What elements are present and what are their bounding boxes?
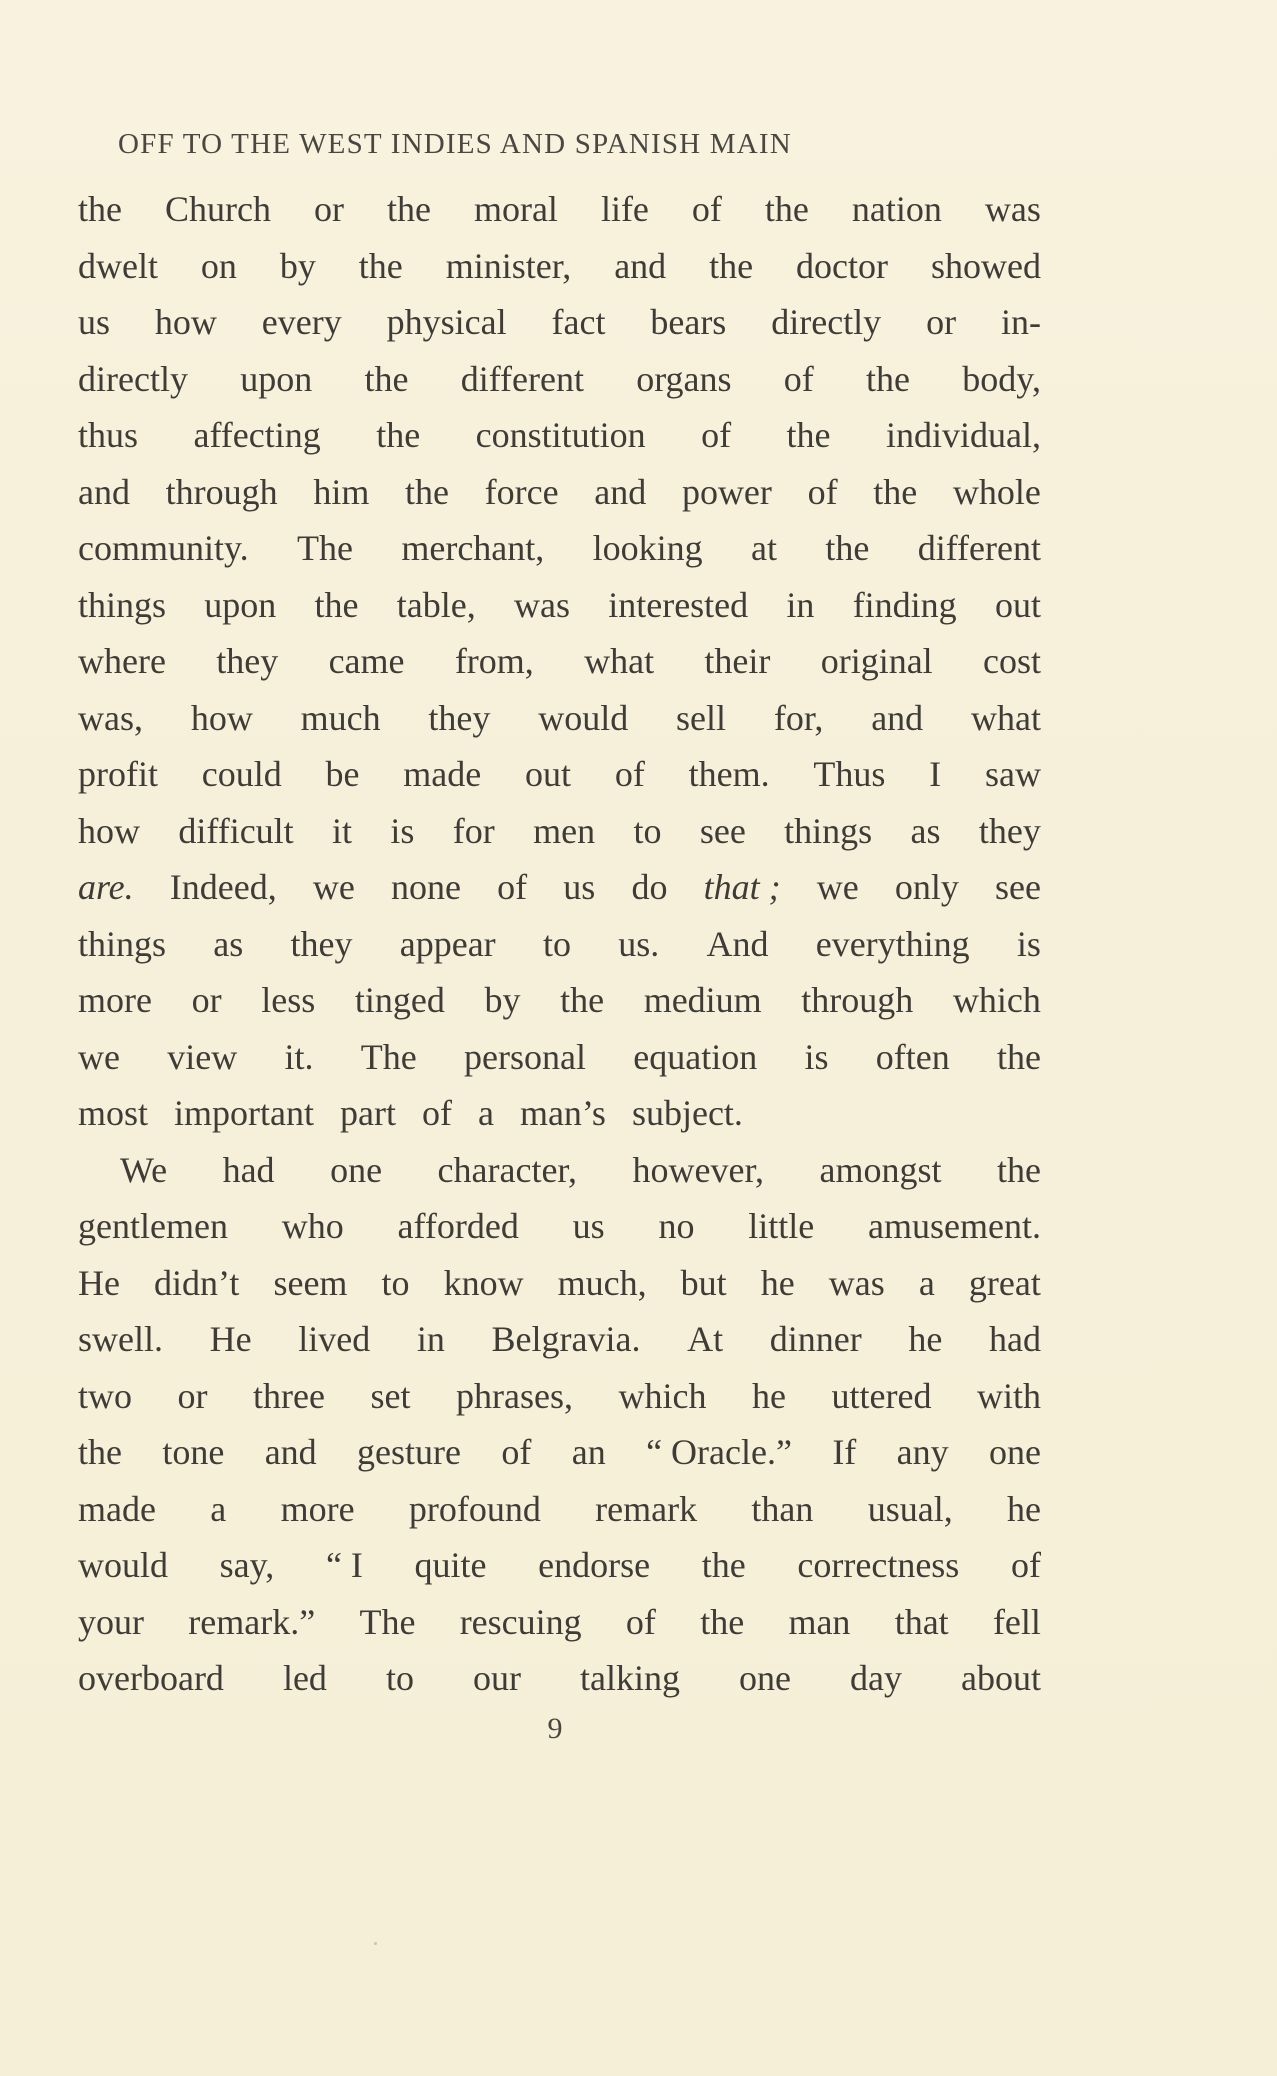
word: different xyxy=(917,528,1041,568)
text-line xyxy=(78,1029,1041,1086)
word: them. xyxy=(688,754,770,794)
word: at xyxy=(751,528,777,568)
word: usual, xyxy=(867,1488,953,1529)
word: character, xyxy=(437,1149,577,1190)
word: individual, xyxy=(885,415,1041,455)
word: subject. xyxy=(631,1093,743,1133)
word: organs xyxy=(636,358,732,399)
word: he xyxy=(752,1375,786,1416)
word: doctor xyxy=(796,245,889,286)
word: force xyxy=(484,471,559,512)
word: important xyxy=(174,1093,314,1133)
word: he xyxy=(1007,1488,1041,1529)
word: dwelt xyxy=(78,245,158,286)
word: more xyxy=(280,1488,355,1529)
word: tinged xyxy=(354,980,445,1020)
word: set xyxy=(370,1375,411,1416)
word: do xyxy=(631,867,668,907)
word: made xyxy=(403,754,482,794)
word: lived xyxy=(298,1319,371,1359)
word: how xyxy=(78,810,140,851)
page-number: 9 xyxy=(547,1712,563,1745)
word: a xyxy=(477,1093,494,1133)
word: appear xyxy=(399,923,496,964)
word: we xyxy=(312,867,355,907)
word: say, xyxy=(219,1545,275,1585)
word: they xyxy=(216,641,279,681)
word: the xyxy=(405,471,449,512)
word: a xyxy=(918,1262,935,1303)
word: remark.” xyxy=(188,1601,316,1642)
word: of xyxy=(807,471,838,512)
word: through xyxy=(165,471,278,512)
word: and xyxy=(614,245,667,286)
word: through xyxy=(801,980,914,1020)
word: had xyxy=(989,1319,1041,1359)
word: upon xyxy=(240,358,313,399)
word: our xyxy=(472,1658,521,1698)
word: one xyxy=(989,1432,1041,1472)
word: and xyxy=(594,471,647,512)
word: in xyxy=(416,1319,445,1359)
word: men xyxy=(533,810,596,851)
text-line xyxy=(78,916,1041,973)
word: the xyxy=(701,1545,746,1585)
word: the xyxy=(786,415,831,455)
word: If xyxy=(832,1432,857,1472)
text-line xyxy=(78,181,1041,238)
word: talking xyxy=(580,1658,680,1698)
word: the xyxy=(78,1432,122,1472)
word: an xyxy=(571,1432,606,1472)
word: difficult xyxy=(178,810,294,851)
text-line xyxy=(78,1255,1041,1312)
word: as xyxy=(910,810,941,851)
word: I xyxy=(929,754,942,794)
word: your xyxy=(78,1601,144,1642)
word: life xyxy=(600,189,649,229)
word: constitution xyxy=(475,415,646,455)
word: is xyxy=(1016,923,1041,964)
word: showed xyxy=(930,245,1041,286)
text-line xyxy=(78,1424,1041,1481)
word: than xyxy=(751,1488,814,1529)
word: is xyxy=(804,1036,829,1077)
word: phrases, xyxy=(456,1375,573,1416)
word: he xyxy=(760,1262,795,1303)
word: would xyxy=(538,697,629,738)
word: little xyxy=(748,1206,815,1246)
word: is xyxy=(390,810,415,851)
word: looking xyxy=(592,528,703,568)
word: correctness xyxy=(797,1545,960,1585)
word: overboard xyxy=(78,1658,224,1698)
word: man xyxy=(788,1601,851,1642)
word: swell. xyxy=(78,1319,163,1359)
word: more xyxy=(78,980,152,1020)
text-line xyxy=(78,746,1041,803)
text-line xyxy=(78,351,1041,408)
word: see xyxy=(699,810,746,851)
word: we xyxy=(78,1036,120,1077)
word: it xyxy=(332,810,353,851)
word: He xyxy=(78,1262,120,1303)
word: table, xyxy=(396,584,476,625)
word: was xyxy=(984,189,1041,229)
word: of xyxy=(421,1093,452,1133)
body-text xyxy=(78,181,1041,1707)
word: “ I xyxy=(325,1545,363,1585)
word: things xyxy=(78,584,167,625)
word: affecting xyxy=(193,415,321,455)
word: about xyxy=(961,1658,1041,1698)
word: the xyxy=(560,980,605,1020)
word: to xyxy=(385,1658,414,1698)
word: nation xyxy=(851,189,942,229)
word: didn’t xyxy=(154,1262,240,1303)
word: of xyxy=(701,415,732,455)
word: merchant, xyxy=(401,528,545,568)
word: of xyxy=(625,1601,656,1642)
word: with xyxy=(976,1375,1041,1416)
text-line xyxy=(78,803,1041,860)
word: that xyxy=(894,1601,949,1642)
word: less xyxy=(261,980,316,1020)
word: or xyxy=(313,189,344,229)
word: only xyxy=(894,867,959,907)
word: they xyxy=(428,697,491,738)
word: him xyxy=(313,471,370,512)
word: amusement. xyxy=(868,1206,1041,1246)
text-line xyxy=(78,1085,1041,1142)
text-line xyxy=(78,1650,1041,1707)
word: great xyxy=(968,1262,1041,1303)
word: body, xyxy=(962,358,1041,399)
word: profound xyxy=(408,1488,541,1529)
word: for xyxy=(452,810,495,851)
word: profit xyxy=(78,754,158,794)
word: by xyxy=(279,245,316,286)
word: one xyxy=(330,1149,383,1190)
word: of xyxy=(614,754,645,794)
word: how xyxy=(190,697,253,738)
word: Belgravia. xyxy=(491,1319,641,1359)
text-line xyxy=(78,294,1041,351)
word: us xyxy=(78,302,111,342)
word: made xyxy=(78,1488,156,1529)
word: sell xyxy=(676,697,727,738)
word: And xyxy=(706,923,769,964)
word: He xyxy=(209,1319,252,1359)
word: view xyxy=(167,1036,238,1077)
word: remark xyxy=(595,1488,698,1529)
word: know xyxy=(443,1262,524,1303)
word: “ Oracle.” xyxy=(646,1432,792,1472)
word: The xyxy=(360,1036,417,1077)
word: what xyxy=(584,641,655,681)
word: or xyxy=(177,1375,208,1416)
word: uttered xyxy=(831,1375,932,1416)
word: none xyxy=(391,867,461,907)
word: who xyxy=(281,1206,344,1246)
word: directly xyxy=(771,302,882,342)
word: that ; xyxy=(703,867,781,907)
word: of xyxy=(783,358,814,399)
word: three xyxy=(253,1375,325,1416)
word: things xyxy=(78,923,167,964)
word: any xyxy=(896,1432,949,1472)
word: they xyxy=(290,923,353,964)
word: was, xyxy=(78,697,143,738)
word: could xyxy=(201,754,282,794)
word: community. xyxy=(78,528,249,568)
text-line xyxy=(78,407,1041,464)
word: had xyxy=(222,1149,275,1190)
word: was xyxy=(828,1262,885,1303)
word: rescuing xyxy=(459,1601,582,1642)
word: on xyxy=(200,245,237,286)
word: us xyxy=(563,867,596,907)
word: no xyxy=(658,1206,695,1246)
text-line xyxy=(78,1481,1041,1538)
word: gesture xyxy=(357,1432,461,1472)
word: by xyxy=(484,980,521,1020)
word: often xyxy=(875,1036,950,1077)
word: fell xyxy=(992,1601,1041,1642)
word: The xyxy=(297,528,353,568)
text-line xyxy=(78,1368,1041,1425)
text-line xyxy=(78,238,1041,295)
word: of xyxy=(497,867,528,907)
word: personal xyxy=(464,1036,586,1077)
text-line xyxy=(78,1594,1041,1651)
word: power xyxy=(681,471,772,512)
word: bears xyxy=(650,302,727,342)
word: every xyxy=(261,302,342,342)
word: it. xyxy=(284,1036,314,1077)
word: a xyxy=(210,1488,227,1529)
word: medium xyxy=(643,980,762,1020)
word: of xyxy=(501,1432,532,1472)
text-line xyxy=(78,633,1041,690)
word: day xyxy=(850,1658,902,1698)
word: came xyxy=(328,641,405,681)
word: the xyxy=(997,1036,1041,1077)
word: in xyxy=(786,584,815,625)
word: thus xyxy=(78,415,139,455)
word: different xyxy=(460,358,584,399)
word: to xyxy=(381,1262,410,1303)
paper-speck xyxy=(374,1942,377,1945)
text-line xyxy=(78,577,1041,634)
text-line xyxy=(78,1537,1041,1594)
word: At xyxy=(687,1319,724,1359)
word: cost xyxy=(983,641,1041,681)
word: gentlemen xyxy=(78,1206,228,1246)
word: the xyxy=(997,1149,1041,1190)
word: one xyxy=(739,1658,791,1698)
word: and xyxy=(871,697,924,738)
word: things xyxy=(784,810,873,851)
word: out xyxy=(525,754,572,794)
word: are. xyxy=(78,867,134,907)
word: much xyxy=(300,697,381,738)
word: of xyxy=(1010,1545,1041,1585)
word: physical xyxy=(386,302,507,342)
word: whole xyxy=(952,471,1041,512)
word: Thus xyxy=(813,754,886,794)
word: minister, xyxy=(445,245,572,286)
word: the xyxy=(866,358,911,399)
word: the xyxy=(386,189,431,229)
word: the xyxy=(314,584,359,625)
word: two xyxy=(78,1375,132,1416)
word: Indeed, xyxy=(169,867,277,907)
text-line xyxy=(78,1311,1041,1368)
word: see xyxy=(995,867,1041,907)
word: the xyxy=(78,189,122,229)
word: The xyxy=(359,1601,416,1642)
word: directly xyxy=(78,358,188,399)
word: equation xyxy=(633,1036,758,1077)
word: dinner xyxy=(769,1319,862,1359)
word: man’s xyxy=(519,1093,606,1133)
word: quite xyxy=(414,1545,487,1585)
word: from, xyxy=(454,641,534,681)
word: in- xyxy=(1000,302,1041,342)
word: was xyxy=(513,584,570,625)
word: he xyxy=(908,1319,943,1359)
word: but xyxy=(680,1262,727,1303)
running-head: OFF TO THE WEST INDIES AND SPANISH MAIN xyxy=(118,128,792,160)
word: would xyxy=(78,1545,168,1585)
word: out xyxy=(994,584,1041,625)
word: interested xyxy=(608,584,749,625)
word: led xyxy=(282,1658,327,1698)
word: seem xyxy=(273,1262,348,1303)
word: be xyxy=(325,754,360,794)
word: what xyxy=(971,697,1041,738)
word: or xyxy=(926,302,957,342)
text-line xyxy=(78,859,1041,916)
word: moral xyxy=(473,189,558,229)
word: the xyxy=(376,415,421,455)
word: which xyxy=(952,980,1041,1020)
word: for, xyxy=(773,697,824,738)
word: us. xyxy=(618,923,660,964)
word: us xyxy=(572,1206,605,1246)
word: they xyxy=(978,810,1041,851)
word: to xyxy=(542,923,571,964)
word: much, xyxy=(557,1262,647,1303)
word: saw xyxy=(984,754,1041,794)
word: finding xyxy=(852,584,957,625)
text-line xyxy=(78,520,1041,577)
word: the xyxy=(709,245,754,286)
word: or xyxy=(191,980,222,1020)
word: endorse xyxy=(538,1545,651,1585)
text-line xyxy=(78,972,1041,1029)
word: the xyxy=(364,358,409,399)
word: most xyxy=(78,1093,149,1133)
word: the xyxy=(700,1601,745,1642)
word: everything xyxy=(815,923,970,964)
word: how xyxy=(154,302,217,342)
word: of xyxy=(691,189,722,229)
text-line xyxy=(78,1142,1041,1199)
word: the xyxy=(825,528,870,568)
word: as xyxy=(213,923,244,964)
text-line xyxy=(78,690,1041,747)
word: where xyxy=(78,641,166,681)
text-line xyxy=(78,464,1041,521)
word: however, xyxy=(632,1149,764,1190)
word: fact xyxy=(551,302,606,342)
word: we xyxy=(816,867,859,907)
word: the xyxy=(873,471,918,512)
word: which xyxy=(618,1375,707,1416)
word: part xyxy=(340,1093,396,1133)
word: afforded xyxy=(397,1206,519,1246)
text-line xyxy=(78,1198,1041,1255)
word: tone xyxy=(162,1432,225,1472)
word: upon xyxy=(204,584,277,625)
word: the xyxy=(764,189,809,229)
word: their xyxy=(704,641,771,681)
word: to xyxy=(633,810,662,851)
word: Church xyxy=(164,189,271,229)
word: amongst xyxy=(819,1149,942,1190)
word: original xyxy=(820,641,933,681)
word: and xyxy=(78,471,130,512)
word: the xyxy=(358,245,403,286)
word: We xyxy=(120,1149,168,1190)
word: and xyxy=(264,1432,317,1472)
